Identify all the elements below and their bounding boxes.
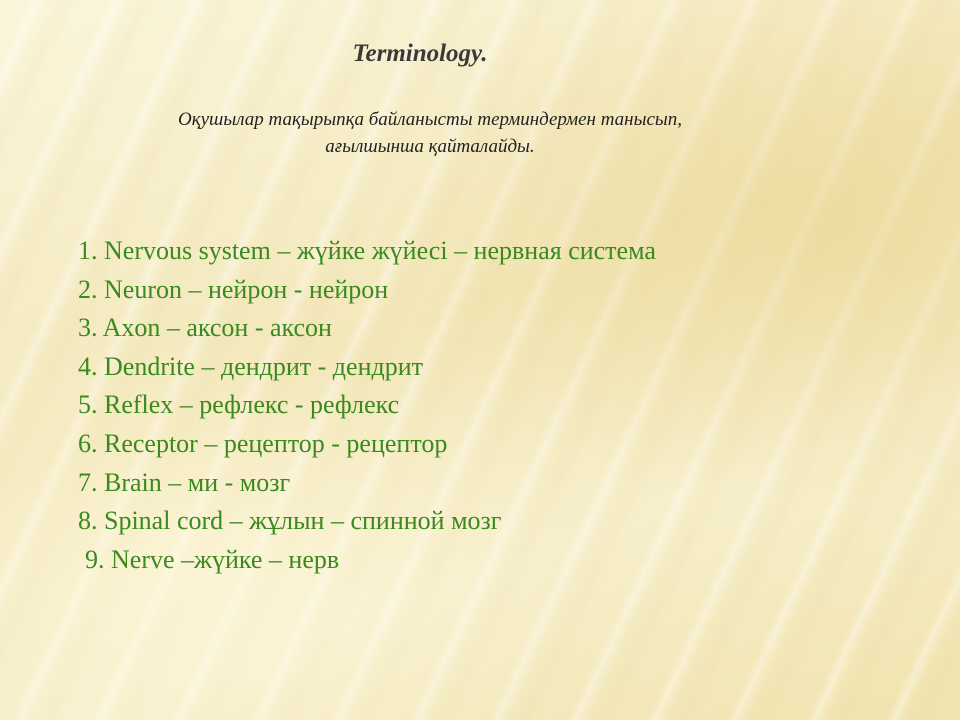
term-item-9: 9. Nerve –жүйке – нерв	[85, 544, 340, 574]
term-item-1: 1. Nervous system – жүйке жүйесі – нервная система	[78, 236, 656, 265]
subtitle-line-2: ағылшынша қайталайды.	[325, 136, 535, 157]
term-item-6: 6. Receptor – рецептор - рецептор	[78, 428, 448, 458]
term-item-5: 5. Reflex – рефлекс - рефлекс	[78, 390, 400, 420]
term-item-8: 8. Spinal cord – жұлын – спинной мозг	[78, 506, 502, 536]
subtitle-line-1: Оқушылар тақырыпқа байланысты терминдермен танысып,	[178, 109, 682, 130]
slide-subtitle	[60, 106, 800, 160]
term-item-4: 4. Dendrite – дендрит - дендрит	[78, 351, 423, 381]
term-item-2: 2. Neuron – нейрон - нейрон	[78, 274, 389, 304]
slide-title: Terminology.	[352, 40, 488, 67]
term-item-7: 7. Brain – ми - мозг	[78, 467, 291, 497]
term-item-3: 3. Axon – аксон - аксон	[78, 313, 332, 343]
terminology-list	[78, 232, 656, 579]
